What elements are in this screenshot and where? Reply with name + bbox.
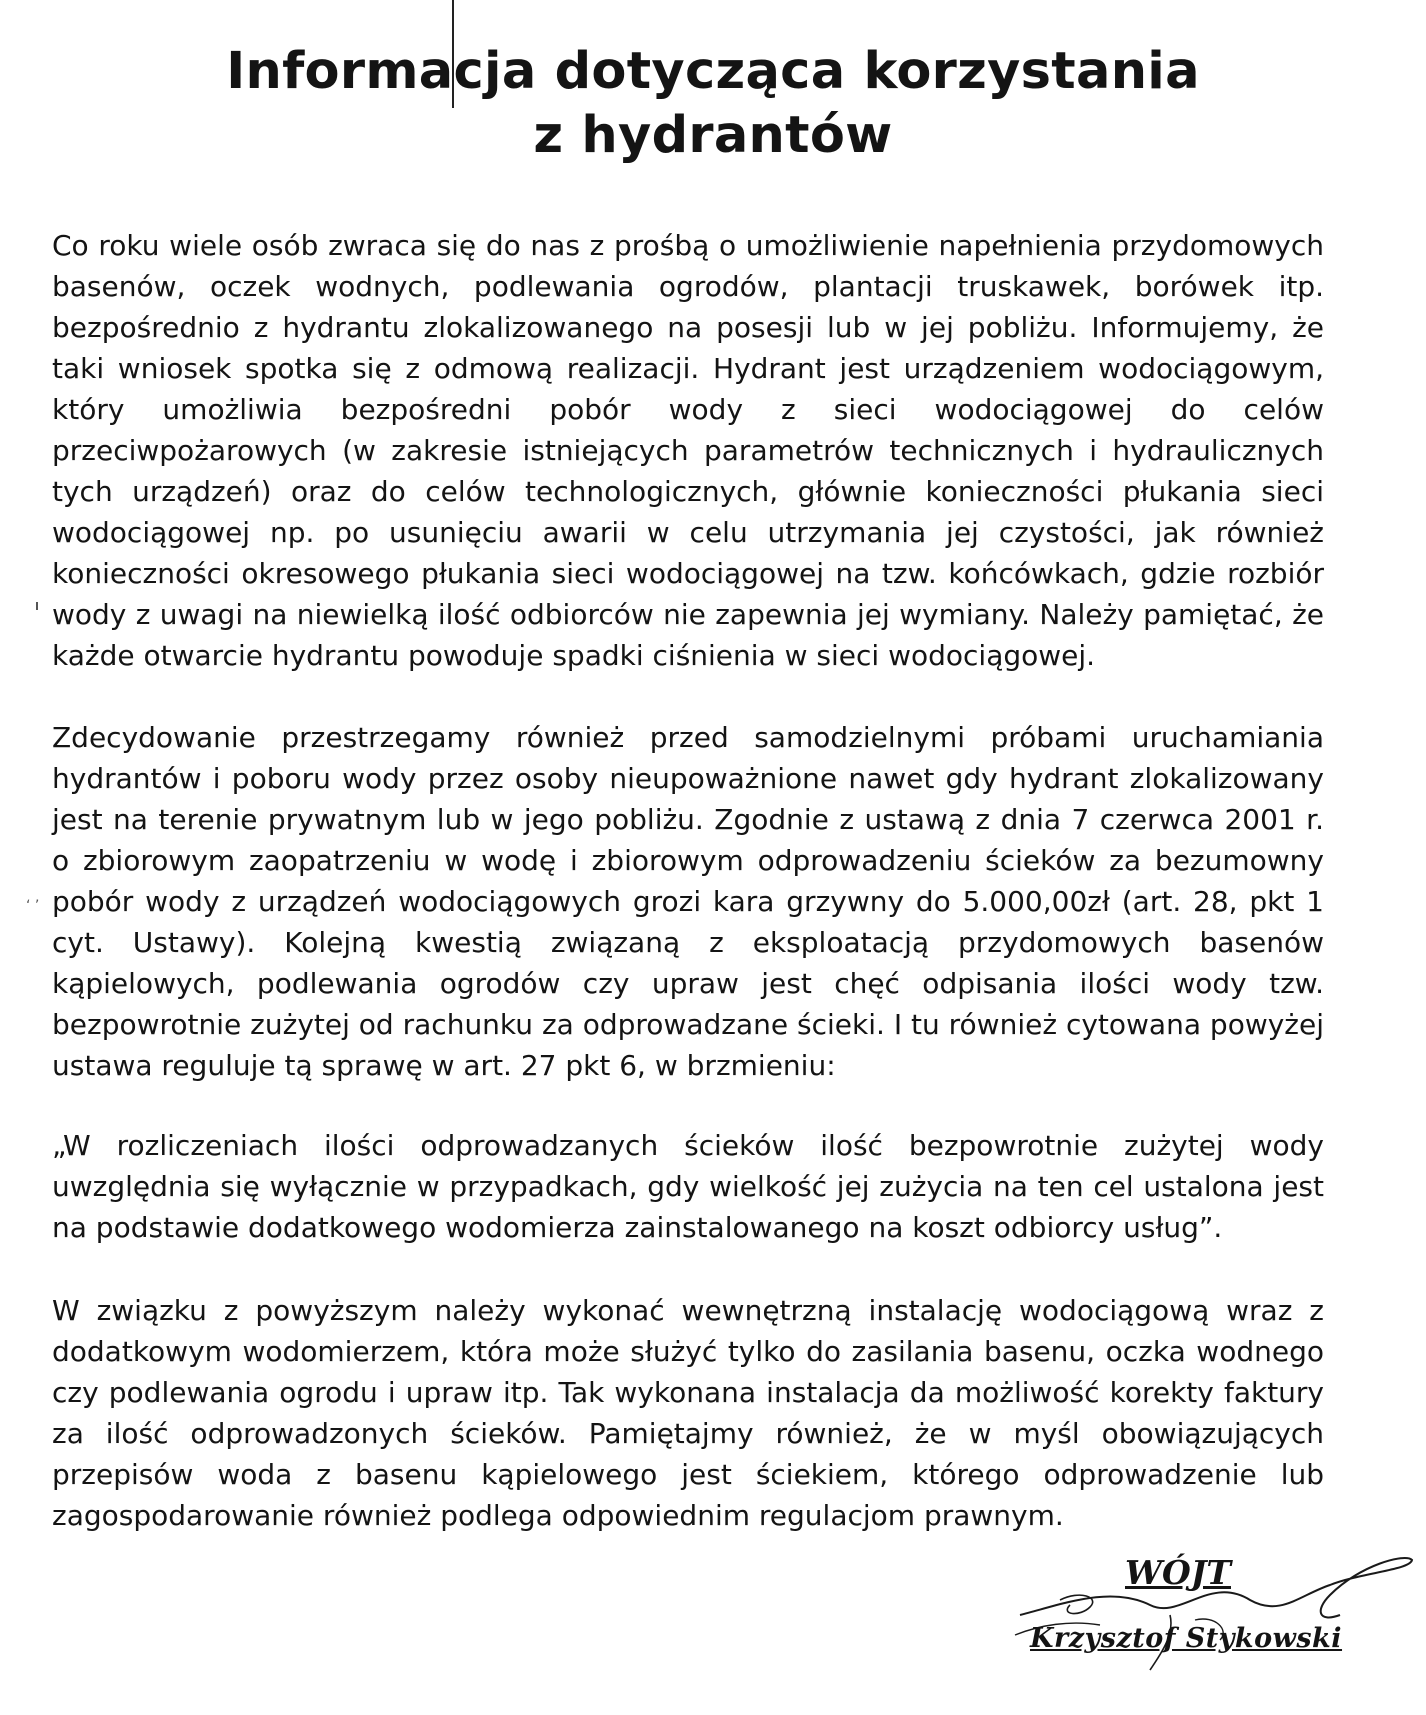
signature-name: Krzysztof Stykowski — [1030, 1623, 1343, 1654]
signature-block — [1000, 1545, 1420, 1695]
scan-artifact-tick — [36, 602, 38, 610]
paragraph-quote: „W rozliczeniach ilości odprowadzanych ścieków ilość bezpowrotnie zużytej wody uwzględnia się wyłącznie w przypadkach, gdy wielkość jej zużycia na ten cel ustalona jest na podstawie dodatkowego wodomierza zainstalowanego na koszt odbiorcy usług”. — [52, 1129, 1324, 1244]
paragraph-warning: Zdecydowanie przestrzegamy również przed samodzielnymi próbami uruchamiania hydrantów i poboru wody przez osoby nieupoważnione nawet gdy hydrant zlokalizowany jest na terenie prywatnym lub w jego pobliżu. Zgodnie z ustawą z dnia 7 czerwca 2001 r. o zbiorowym zaopatrzeniu w wodę i zbiorowym odprowadzeniu ścieków za bezumowny pobór wody z urządzeń wodociągowych grozi kara grzywny do 5.000,00zł (art. 28, pkt 1 cyt. Ustawy). Kolejną kwestią związaną z eksploatacją przydomowych basenów kąpielowych, podlewania ogrodów czy upraw jest chęć odpisania ilości wody tzw. bezpowrotnie zużytej od rachunku za odprowadzane ścieki. I tu również cytowana powyżej ustawa reguluje tą sprawę w art. 27 pkt 6, w brzmieniu: — [52, 721, 1324, 1082]
title-line-2: z hydrantów — [533, 106, 893, 165]
scan-artifact-marks: ‘ ’ — [26, 898, 40, 914]
paragraph-intro: Co roku wiele osób zwraca się do nas z prośbą o umożliwienie napełnienia przydomowych basenów, oczek wodnych, podlewania ogrodów, plantacji truskawek, borówek itp. bezpośrednio z hydrantu zlokalizowanego na posesji lub w jej pobliżu. Informujemy, że taki wniosek spotka się z odmową realizacji. Hydrant jest urządzeniem wodociągowym, który umożliwia bezpośredni pobór wody z sieci wodociągowej do celów przeciwpożarowych (w zakresie istniejących parametrów technicznych i hydraulicznych tych urządzeń) oraz do celów technologicznych, głównie konieczności płukania sieci wodociągowej np. po usunięciu awarii w celu utrzymania jej czystości, jak również konieczności okresowego płukania sieci wodociągowej na tzw. końcówkach, gdzie rozbiór wody z uwagi na niewielką ilość odbiorców nie zapewnia jej wymiany. Należy pamiętać, że każde otwarcie hydrantu powoduje spadki ciśnienia w sieci wodociągowej. — [52, 229, 1324, 672]
document-title — [0, 40, 1426, 168]
title-line-1: Informacja dotycząca korzystania — [226, 42, 1200, 101]
signature-title: WÓJT — [1125, 1553, 1231, 1592]
paragraph-conclusion: W związku z powyższym należy wykonać wewnętrzną instalację wodociągową wraz z dodatkowym wodomierzem, która może służyć tylko do zasilania basenu, oczka wodnego czy podlewania ogrodu i upraw itp. Tak wykonana instalacja da możliwość korekty faktury za ilość odprowadzonych ścieków. Pamiętajmy również, że w myśl obowiązujących przepisów woda z basenu kąpielowego jest ściekiem, którego odprowadzenie lub zagospodarowanie również podlega odpowiednim regulacjom prawnym. — [52, 1294, 1324, 1532]
